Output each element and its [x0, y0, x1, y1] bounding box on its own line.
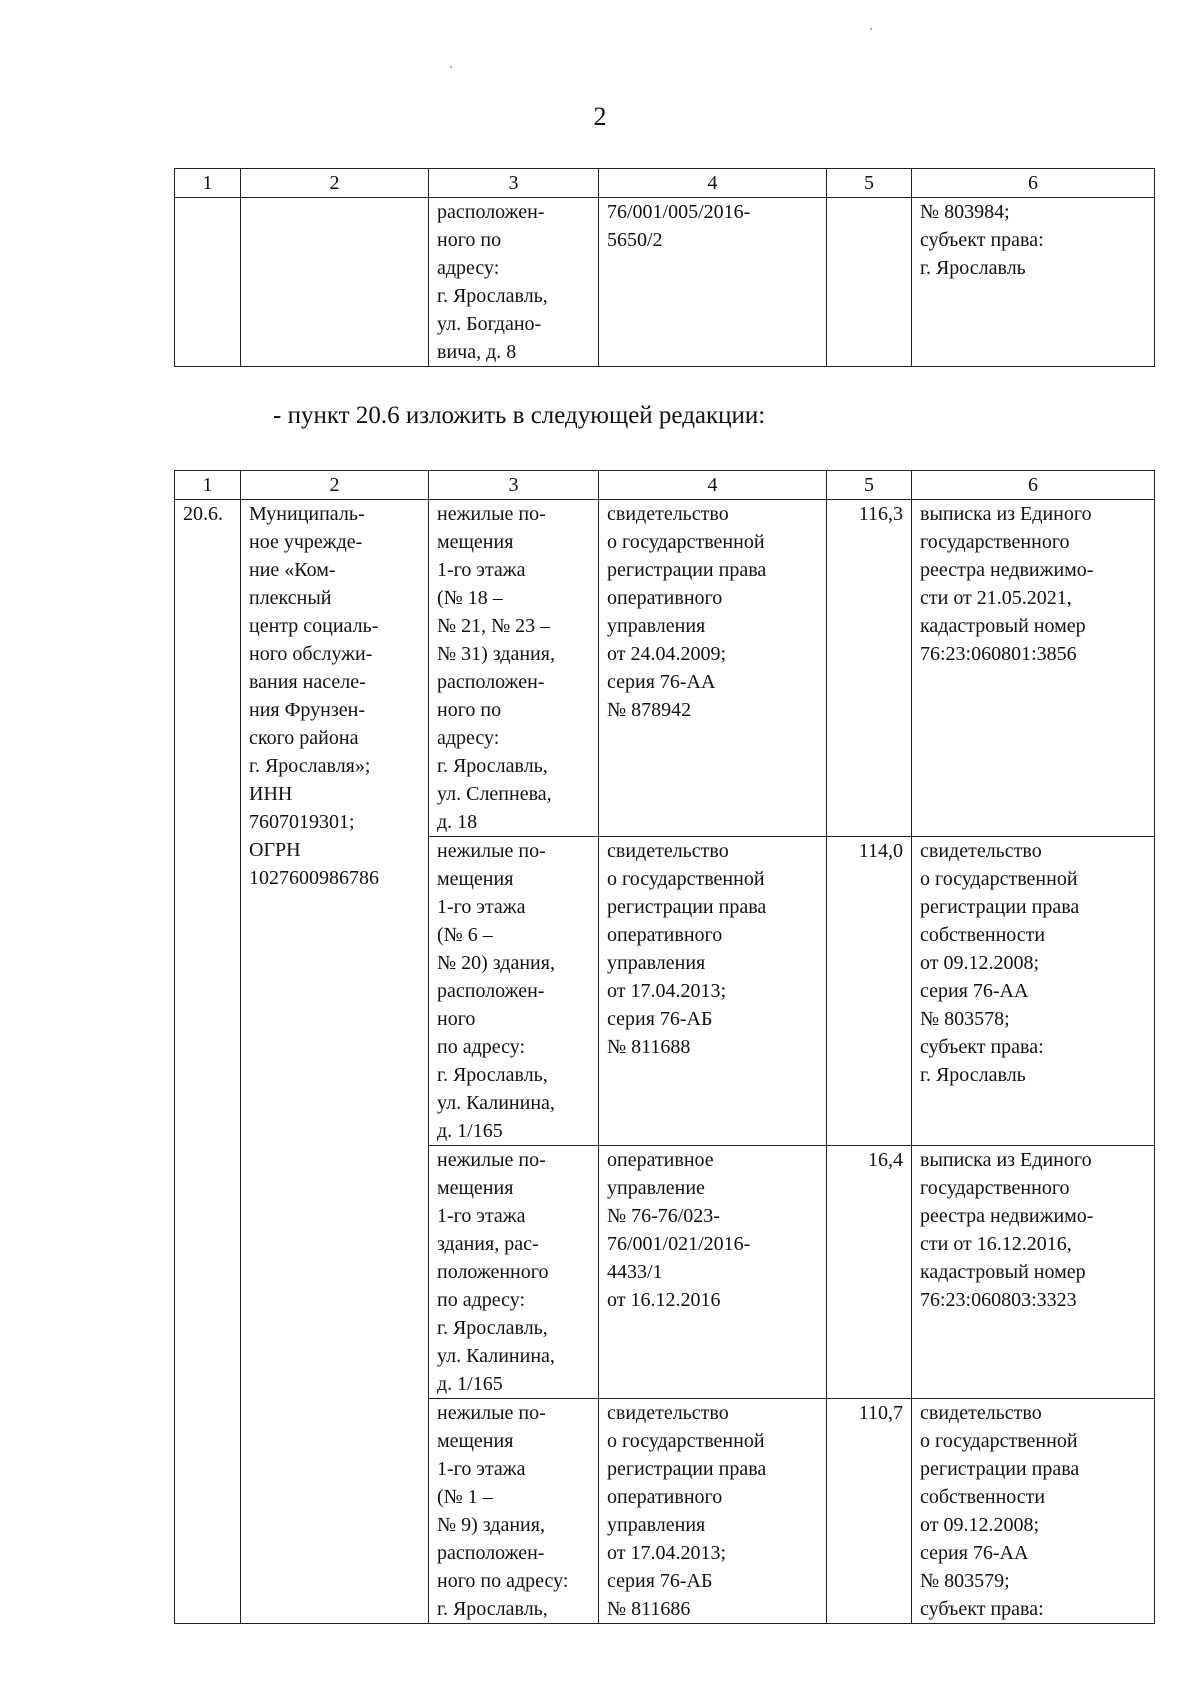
column-header: 4 [599, 471, 827, 500]
premises-cell: нежилые по- мещения 1-го этажа (№ 6 – № 20) здания, расположен- ного по адресу: г. Ярославль, ул. Калинина, д. 1/165 [429, 837, 599, 1146]
column-header-row [175, 169, 1155, 198]
ownership-cell: свидетельство о государственной регистрации права собственности от 09.12.2008; серия 76-АА № 803578; субъект права: г. Ярославль [912, 837, 1155, 1146]
ownership-cell: № 803984; субъект права: г. Ярославль [912, 198, 1155, 367]
registration-cell: свидетельство о государственной регистрации права оперативного управления от 24.04.2009; серия 76-АА № 878942 [599, 500, 827, 837]
column-header: 2 [241, 471, 429, 500]
column-header: 5 [827, 169, 912, 198]
premises-cell: расположен- ного по адресу: г. Ярославль, ул. Богдано- вича, д. 8 [429, 198, 599, 367]
institution-cell [241, 198, 429, 367]
premises-cell: нежилые по- мещения 1-го этажа здания, рас- положенного по адресу: г. Ярославль, ул. Калинина, д. 1/165 [429, 1146, 599, 1399]
registration-cell: 76/001/005/2016- 5650/2 [599, 198, 827, 367]
registration-cell: оперативное управление № 76-76/023- 76/001/021/2016- 4433/1 от 16.12.2016 [599, 1146, 827, 1399]
scan-speck [450, 66, 452, 68]
column-header: 2 [241, 169, 429, 198]
ownership-cell: выписка из Единого государственного реестра недвижимо- сти от 16.12.2016, кадастровый номер 76:23:060803:3323 [912, 1146, 1155, 1399]
ownership-cell: свидетельство о государственной регистрации права собственности от 09.12.2008; серия 76-АА № 803579; субъект права: [912, 1399, 1155, 1624]
ownership-cell: выписка из Единого государственного реестра недвижимо- сти от 21.05.2021, кадастровый номер 76:23:060801:3856 [912, 500, 1155, 837]
point-number-cell: 20.6. [175, 500, 241, 1624]
area-cell: 116,3 [827, 500, 912, 837]
registration-cell: свидетельство о государственной регистрации права оперативного управления от 17.04.2013; серия 76-АБ № 811688 [599, 837, 827, 1146]
area-cell [827, 198, 912, 367]
continuation-table [174, 168, 1155, 367]
table-row [175, 500, 1155, 837]
registration-cell: свидетельство о государственной регистрации права оперативного управления от 17.04.2013; серия 76-АБ № 811686 [599, 1399, 827, 1624]
area-cell: 114,0 [827, 837, 912, 1146]
row-number-cell [175, 198, 241, 367]
table-row [175, 198, 1155, 367]
area-cell: 16,4 [827, 1146, 912, 1399]
column-header: 5 [827, 471, 912, 500]
column-header: 1 [175, 471, 241, 500]
column-header: 4 [599, 169, 827, 198]
column-header: 6 [912, 471, 1155, 500]
amendment-instruction: - пункт 20.6 изложить в следующей редакции: [273, 402, 766, 429]
column-header: 3 [429, 169, 599, 198]
premises-cell: нежилые по- мещения 1-го этажа (№ 1 – № 9) здания, расположен- ного по адресу: г. Ярославль, [429, 1399, 599, 1624]
column-header-row [175, 471, 1155, 500]
scan-speck [870, 28, 872, 30]
column-header: 3 [429, 471, 599, 500]
area-cell: 110,7 [827, 1399, 912, 1624]
column-header: 1 [175, 169, 241, 198]
institution-cell: Муниципаль- ное учрежде- ние «Ком- плексный центр социаль- ного обслужи- вания населе- ния Фрунзен- ского района г. Ярославля»; ИНН 7607019301; ОГРН 1027600986786 [241, 500, 429, 1624]
premises-cell: нежилые по- мещения 1-го этажа (№ 18 – № 21, № 23 – № 31) здания, расположен- ного по адресу: г. Ярославль, ул. Слепнева, д. 18 [429, 500, 599, 837]
point-20-6-table [174, 470, 1155, 1624]
page-number: 2 [593, 102, 607, 131]
column-header: 6 [912, 169, 1155, 198]
